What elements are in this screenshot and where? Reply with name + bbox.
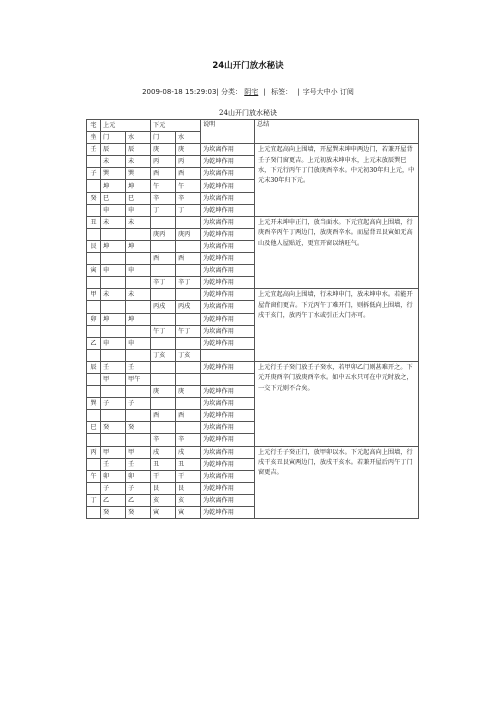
cell-upper-door: 辰: [101, 144, 126, 156]
cell-desc: 为乾坤作用: [201, 507, 255, 519]
category-label: 分类：: [221, 88, 243, 96]
cell-desc: 为乾坤作用: [201, 156, 255, 168]
font-size-controls[interactable]: 字号大中小 订阅: [302, 88, 354, 96]
cell-lower-water: 辛: [176, 192, 201, 204]
cell-mountain: [87, 253, 101, 265]
summary-cell: 上元宜起高向上围墙，开屋巽未坤申两边门，若兼开屋背壬子癸门窗更吉。上元初放未坤申水，上元末放辰巽巳水，下元行丙午丁门放庚酉辛水。中元初30年归上元，中元末30年归下元。: [255, 144, 419, 217]
cell-lower-door: [151, 313, 176, 325]
cell-lower-water: [176, 240, 201, 252]
cell-upper-water: 癸: [126, 422, 151, 434]
cell-lower-door: 丑: [151, 458, 176, 470]
cell-lower-water: [176, 373, 201, 385]
cell-upper-water: [126, 410, 151, 422]
cell-lower-water: 丁: [176, 204, 201, 216]
cell-upper-door: 未: [101, 289, 126, 301]
cell-mountain: 巽: [87, 398, 101, 410]
mountain-door-water-table: [86, 119, 419, 519]
cell-upper-door: 子: [101, 398, 126, 410]
cell-mountain: 丑: [87, 216, 101, 228]
cell-lower-water: [176, 361, 201, 373]
cell-upper-door: [101, 253, 126, 265]
cell-desc: 为坎离作用: [201, 422, 255, 434]
cell-upper-water: [126, 325, 151, 337]
cell-upper-door: 坤: [101, 313, 126, 325]
category-link[interactable]: 阴宅: [244, 88, 259, 96]
cell-mountain: [87, 325, 101, 337]
cell-upper-door: [101, 277, 126, 289]
cell-upper-door: 坤: [101, 240, 126, 252]
cell-lower-door: 丁: [151, 204, 176, 216]
cell-desc: 为乾坤作用: [201, 386, 255, 398]
post-datetime: 2009-08-18 15:29:03: [142, 88, 217, 96]
cell-lower-water: 辛: [176, 434, 201, 446]
cell-desc: 为坎离作用: [201, 301, 255, 313]
cell-mountain: 壬: [87, 144, 101, 156]
cell-upper-door: 申: [101, 204, 126, 216]
cell-lower-water: 丁亥: [176, 349, 201, 361]
cell-lower-water: 酉: [176, 253, 201, 265]
cell-lower-door: [151, 398, 176, 410]
cell-lower-door: 午丁: [151, 325, 176, 337]
cell-lower-water: [176, 289, 201, 301]
cell-lower-door: [151, 373, 176, 385]
cell-mountain: 艮: [87, 240, 101, 252]
cell-upper-door: 甲: [101, 373, 126, 385]
cell-desc: 为乾坤作用: [201, 434, 255, 446]
cell-upper-water: 子: [126, 482, 151, 494]
cell-lower-water: 午: [176, 180, 201, 192]
cell-upper-door: 甲: [101, 446, 126, 458]
cell-lower-water: 艮: [176, 482, 201, 494]
cell-lower-water: 酉: [176, 410, 201, 422]
cell-upper-water: 甲: [126, 446, 151, 458]
table-row: [87, 361, 419, 373]
cell-upper-water: [126, 301, 151, 313]
cell-lower-door: [151, 265, 176, 277]
cell-lower-door: [151, 361, 176, 373]
cell-desc: 为乾坤作用: [201, 289, 255, 301]
cell-lower-water: [176, 422, 201, 434]
cell-mountain: [87, 373, 101, 385]
cell-desc: 为乾坤作用: [201, 337, 255, 349]
cell-upper-door: 申: [101, 337, 126, 349]
cell-lower-door: [151, 289, 176, 301]
cell-upper-door: 巳: [101, 192, 126, 204]
summary-cell: 上元行壬子癸正门，放甲卯以水。下元起高向上围墙，行戌干亥丑艮寅两边门，放戌干亥水。若兼开屋后丙午丁门窗更吉。: [255, 446, 419, 519]
cell-mountain: [87, 349, 101, 361]
cell-desc: 为乾坤作用: [201, 180, 255, 192]
cell-mountain: 辰: [87, 361, 101, 373]
cell-mountain: 巳: [87, 422, 101, 434]
post-meta: 2009-08-18 15:29:03| 分类： 阴宅 | 标签： | 字号大中小 订阅: [142, 88, 354, 96]
cell-mountain: [87, 507, 101, 519]
cell-upper-water: 坤: [126, 180, 151, 192]
header-lower: 下元: [151, 120, 201, 132]
cell-upper-water: 申: [126, 204, 151, 216]
cell-lower-door: 庚: [151, 386, 176, 398]
header-upper: 上元: [101, 120, 151, 132]
cell-desc: 为坎离作用: [201, 192, 255, 204]
cell-lower-door: [151, 240, 176, 252]
cell-upper-door: [101, 349, 126, 361]
cell-lower-water: 干: [176, 470, 201, 482]
cell-lower-water: 庚: [176, 386, 201, 398]
cell-desc: [201, 373, 255, 385]
header-zuo: 坐: [87, 132, 101, 144]
cell-upper-water: 壬: [126, 458, 151, 470]
cell-upper-door: [101, 228, 126, 240]
cell-desc: 为坎离作用: [201, 265, 255, 277]
cell-upper-water: [126, 277, 151, 289]
cell-upper-door: 壬: [101, 361, 126, 373]
cell-desc: 为坎离作用: [201, 398, 255, 410]
cell-desc: 为乾坤作用: [201, 204, 255, 216]
cell-mountain: [87, 228, 101, 240]
cell-upper-water: 坤: [126, 240, 151, 252]
cell-upper-door: 未: [101, 156, 126, 168]
cell-mountain: [87, 277, 101, 289]
cell-upper-water: 壬: [126, 361, 151, 373]
cell-lower-door: 酉: [151, 168, 176, 180]
cell-mountain: [87, 434, 101, 446]
cell-desc: 为坎离作用: [201, 240, 255, 252]
cell-lower-water: 庚丙: [176, 228, 201, 240]
cell-lower-door: 辛: [151, 434, 176, 446]
cell-mountain: [87, 482, 101, 494]
cell-lower-water: 丑: [176, 458, 201, 470]
cell-upper-water: 坤: [126, 313, 151, 325]
cell-lower-door: [151, 422, 176, 434]
cell-mountain: 丙: [87, 446, 101, 458]
cell-lower-water: 午丁: [176, 325, 201, 337]
table-title: 24山开门放水秘诀: [219, 109, 277, 117]
cell-upper-water: [126, 253, 151, 265]
cell-upper-door: 申: [101, 265, 126, 277]
cell-upper-door: [101, 410, 126, 422]
cell-desc: 为坎离作用: [201, 216, 255, 228]
cell-mountain: 午: [87, 470, 101, 482]
cell-lower-door: 辛: [151, 192, 176, 204]
cell-desc: 为坎离作用: [201, 168, 255, 180]
cell-upper-water: 癸: [126, 507, 151, 519]
cell-lower-water: 亥: [176, 494, 201, 506]
cell-lower-door: 戌: [151, 446, 176, 458]
header-lower-door: 门: [151, 132, 176, 144]
cell-upper-water: 申: [126, 337, 151, 349]
table-row: [87, 446, 419, 458]
cell-desc: 为乾坤作用: [201, 253, 255, 265]
cell-lower-water: 戌: [176, 446, 201, 458]
cell-upper-door: [101, 386, 126, 398]
cell-lower-door: 庚丙: [151, 228, 176, 240]
cell-upper-door: 乙: [101, 494, 126, 506]
cell-lower-door: 寅: [151, 507, 176, 519]
cell-mountain: [87, 180, 101, 192]
cell-lower-door: 庚: [151, 144, 176, 156]
cell-upper-water: 巽: [126, 168, 151, 180]
cell-desc: 为乾坤作用: [201, 361, 255, 373]
header-zhai: 宅: [87, 120, 101, 132]
cell-desc: 为坎离作用: [201, 144, 255, 156]
cell-upper-door: 巽: [101, 168, 126, 180]
cell-lower-door: 丁亥: [151, 349, 176, 361]
cell-lower-door: 亥: [151, 494, 176, 506]
header-upper-door: 门: [101, 132, 126, 144]
cell-desc: [201, 349, 255, 361]
cell-upper-water: 子: [126, 398, 151, 410]
cell-lower-door: [151, 216, 176, 228]
cell-desc: 为乾坤作用: [201, 410, 255, 422]
header-summary: 总结: [255, 120, 419, 144]
cell-lower-door: 辛丁: [151, 277, 176, 289]
cell-upper-water: 未: [126, 216, 151, 228]
cell-upper-door: [101, 325, 126, 337]
cell-desc: 为乾坤作用: [201, 228, 255, 240]
cell-desc: 为坎离作用: [201, 325, 255, 337]
cell-lower-water: 辛丁: [176, 277, 201, 289]
cell-lower-water: [176, 337, 201, 349]
header-desc: 说明: [201, 120, 255, 144]
cell-upper-water: 巳: [126, 192, 151, 204]
cell-desc: 为乾坤作用: [201, 482, 255, 494]
cell-lower-door: 酉: [151, 253, 176, 265]
cell-lower-door: 酉: [151, 410, 176, 422]
table-row: [87, 289, 419, 301]
cell-mountain: [87, 386, 101, 398]
cell-upper-door: [101, 301, 126, 313]
cell-lower-water: 庚: [176, 144, 201, 156]
cell-lower-water: [176, 313, 201, 325]
cell-mountain: [87, 458, 101, 470]
cell-lower-water: 酉: [176, 168, 201, 180]
cell-upper-water: [126, 228, 151, 240]
cell-upper-door: 坤: [101, 180, 126, 192]
cell-mountain: 卯: [87, 313, 101, 325]
cell-desc: 为坎离作用: [201, 446, 255, 458]
header-upper-water: 水: [126, 132, 151, 144]
cell-upper-water: 申: [126, 265, 151, 277]
cell-mountain: 寅: [87, 265, 101, 277]
cell-mountain: [87, 410, 101, 422]
summary-cell: 上元开未坤申正门，放当面水。下元宜起高向上围墙，行庚酉辛丙午丁两边门，放庚酉辛水。而屋背丑艮寅如无高山及他人屋贴近，更宜开窗以纳旺气。: [255, 216, 419, 289]
cell-upper-water: [126, 434, 151, 446]
cell-upper-water: 辰: [126, 144, 151, 156]
cell-mountain: 丁: [87, 494, 101, 506]
cell-upper-door: 卯: [101, 470, 126, 482]
cell-mountain: 乙: [87, 337, 101, 349]
cell-lower-water: 丙戌: [176, 301, 201, 313]
cell-upper-water: 乙: [126, 494, 151, 506]
cell-mountain: [87, 301, 101, 313]
cell-lower-door: 艮: [151, 482, 176, 494]
cell-upper-water: 未: [126, 289, 151, 301]
page-title: 24山开门放水秘诀: [212, 61, 284, 71]
cell-lower-water: [176, 265, 201, 277]
table-row: [87, 144, 419, 156]
tags-label: 标签：: [271, 88, 293, 96]
cell-lower-door: 干: [151, 470, 176, 482]
cell-mountain: 癸: [87, 192, 101, 204]
cell-lower-water: 寅: [176, 507, 201, 519]
cell-upper-door: 癸: [101, 422, 126, 434]
summary-cell: 上元行壬子癸门放壬子癸水，若甲卯乙门则甚难开之。下元开庚酉辛门放庚酉辛水。如中五水只可在中元时放之，一交下元则不合矣。: [255, 361, 419, 446]
cell-lower-door: 丙戌: [151, 301, 176, 313]
cell-lower-door: 午: [151, 180, 176, 192]
cell-upper-door: 壬: [101, 458, 126, 470]
cell-lower-water: [176, 216, 201, 228]
cell-upper-water: 甲午: [126, 373, 151, 385]
cell-upper-door: 子: [101, 482, 126, 494]
cell-desc: 为乾坤作用: [201, 458, 255, 470]
cell-upper-door: 癸: [101, 507, 126, 519]
cell-desc: 为坎离作用: [201, 470, 255, 482]
cell-upper-door: 未: [101, 216, 126, 228]
cell-desc: 为坎离作用: [201, 494, 255, 506]
cell-upper-water: [126, 349, 151, 361]
summary-cell: 上元宜起高向上围墙，行未坤申门，放未坤申水。若能开屋背窗们更吉。下元丙午丁难开门，则拆低向上围墙，行戌干亥门，放丙午丁水或引正大门亦可。: [255, 289, 419, 362]
cell-lower-water: 丙: [176, 156, 201, 168]
cell-upper-water: 未: [126, 156, 151, 168]
cell-desc: 为乾坤作用: [201, 277, 255, 289]
cell-lower-door: [151, 337, 176, 349]
cell-mountain: [87, 204, 101, 216]
cell-lower-door: 丙: [151, 156, 176, 168]
header-lower-water: 水: [176, 132, 201, 144]
cell-upper-water: [126, 386, 151, 398]
cell-desc: 为乾坤作用: [201, 313, 255, 325]
cell-mountain: [87, 156, 101, 168]
cell-mountain: 子: [87, 168, 101, 180]
cell-mountain: 甲: [87, 289, 101, 301]
table-row: [87, 216, 419, 228]
cell-lower-water: [176, 398, 201, 410]
cell-upper-door: [101, 434, 126, 446]
cell-upper-water: 卯: [126, 470, 151, 482]
